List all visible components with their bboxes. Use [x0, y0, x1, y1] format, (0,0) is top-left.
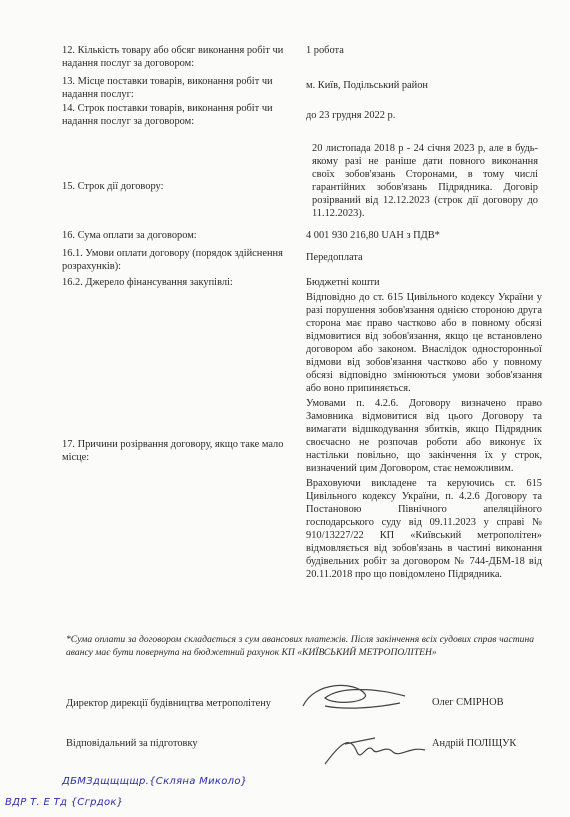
row-label: 17. Причини розірвання договору, якщо таке мало місце: — [62, 439, 284, 463]
row-label: 16.1. Умови оплати договору (порядок здійснення розрахунків): — [62, 248, 283, 272]
row-label: 16. Сума оплати за договором: — [62, 230, 197, 241]
row-label: 16.2. Джерело фінансування закупівлі: — [62, 277, 233, 288]
row-value: м. Київ, Подільський район — [306, 80, 428, 91]
signature-name: Олег СМІРНОВ — [432, 697, 504, 708]
row-value: Бюджетні кошти — [306, 277, 380, 288]
row-value: до 23 грудня 2022 р. — [306, 110, 396, 121]
row-value: Передоплата — [306, 252, 363, 263]
row-label: 12. Кількість товару або обсяг виконання робіт чи надання послуг за договором: — [62, 45, 284, 69]
reason-paragraph: Відповідно до ст. 615 Цивільного кодексу України у разі порушення зобов'язання однією стороною друга сторона має право частково або в повному обсязі відмовитися від зобов'язання, якщо це встановлено договором або законом. Внаслідок односторонньої відмови від зобов'язання частково або у повному обсязі відповідно змінюються умови зобов'язання або воно припиняється. — [306, 292, 542, 394]
signature-name: Андрій ПОЛІЩУК — [432, 738, 517, 749]
handwritten-note: ДБМЗдщщщщр.{Скляна Миколо} — [62, 776, 248, 787]
handwritten-note: ВДР Т. Е Тд {Сгрдок} — [5, 797, 124, 808]
signature-position: Відповідальний за підготовку — [66, 738, 198, 749]
row-value: 4 001 930 216,80 UAH з ПДВ* — [306, 230, 440, 241]
row-value: 1 робота — [306, 45, 344, 56]
reason-paragraph: Умовами п. 4.2.6. Договору визначено право Замовника відмовитися від цього Договору та вимагати відшкодування збитків, якщо Підрядник своєчасно не розпочав роботи або виконує їх настільки повільно, що закінчення їх у строк, визначений цим Договором, стає неможливим. — [306, 398, 542, 474]
row-label: 14. Строк поставки товарів, виконання робіт чи надання послуг за договором: — [62, 103, 273, 127]
footnote: *Сума оплати за договором складається з сум авансових платежів. Після закінчення всіх судових справ частина авансу має бути повернута на бюджетний рахунок КП «КИЇВСЬКИЙ МЕТРОПОЛІТЕН» — [66, 634, 534, 658]
row-value-paragraphs — [306, 291, 542, 583]
reason-paragraph: Враховуючи викладене та керуючись ст. 615 Цивільного кодексу України, п. 4.2.6 Договору та Постановою Північного апеляційного господарського суду від 09.11.2023 у справі № 910/13227/22 КП «Київський метрополітен» відмовляється від зобов'язань в частині виконання будівельних робіт за договором № 744-ДБМ-18 від 20.11.2018 про що повідомлено Підрядника. — [306, 478, 542, 580]
row-value: 20 листопада 2018 р - 24 січня 2023 р, але в будь-якому разі не раніше дати повного виконання своїх зобов'язань Сторонами, в тому числі гарантійних зобов'язань Підрядника. Договір розірваний від 12.12.2023 (строк дії договору до 11.12.2023). — [312, 143, 538, 219]
row-label: 15. Строк дії договору: — [62, 181, 164, 192]
signature-position: Директор дирекції будівництва метрополітену — [66, 698, 271, 709]
row-label: 13. Місце поставки товарів, виконання робіт чи надання послуг: — [62, 76, 273, 100]
